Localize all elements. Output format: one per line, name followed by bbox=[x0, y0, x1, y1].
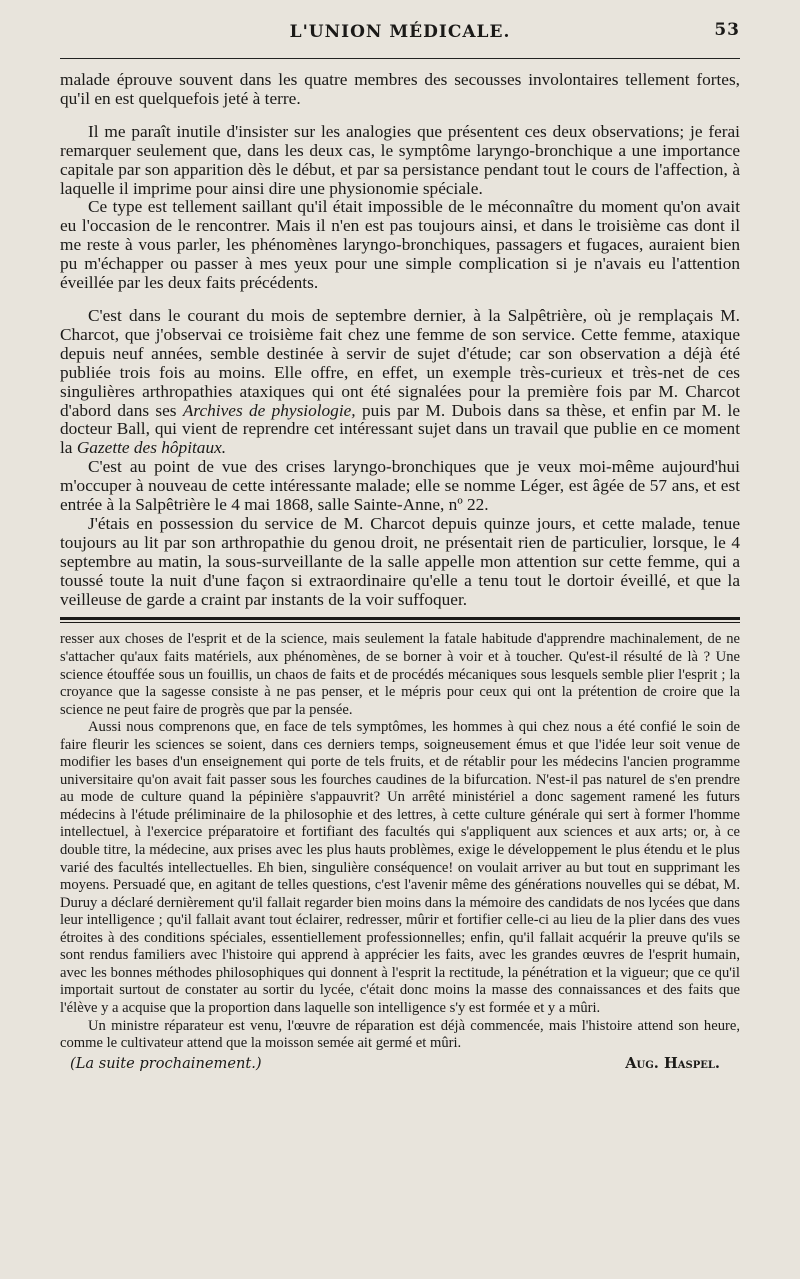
article-paragraph bbox=[60, 307, 740, 458]
paragraph-text: puis par M. Dubois dans sa thèse, et enfin par M. le docteur Ball, qui vient de reprendre cet intéressant sujet dans un travail que publie en ce moment la bbox=[60, 400, 741, 458]
paragraph-text: C'est dans le courant du mois de septembre dernier, à la Salpêtrière, où je remplaçais M. Charcot, que j'observai ce troisième fait chez une femme de son service. Cette femme, ataxique depuis neuf années, semble destinée à servir de sujet d'étude; car son observation a déjà été publiée trois fois au moins. Elle offre, en effet, un exemple très-curieux et très-net de ces singulières arthropathies ataxiques qui ont été signalées pour la première fois par M. Charcot d'abord dans ses bbox=[60, 305, 740, 420]
continuation-note: (La suite prochainement.) bbox=[70, 1054, 262, 1072]
article-paragraph: Il me paraît inutile d'insister sur les analogies que présentent ces deux observations; je ferai remarquer seulement que, dans les deux cas, le symptôme laryngo-bronchique a une importance capitale par son apparition dès le début, et par sa persistance pendant tout le cours de l'affection, à laquelle il imprime pour ainsi dire une physionomie spéciale. bbox=[60, 121, 740, 198]
header-rule bbox=[60, 58, 740, 59]
feuilleton-paragraph: Aussi nous comprenons que, en face de tels symptômes, les hommes à qui chez nous a été confié le soin de faire fleurir les sciences se soient, dans ces derniers temps, soigneusement émus et que l'idée leur soit venue de modifier les bases d'un enseignement qui porte de tels fruits, et de rétablir pour les médecins l'ancien programme universitaire qu'on avait fait passer sous les fourches caudines de la bifurcation. N'est-il pas naturel de s'en prendre au mode de culture quand la pépinière s'appauvrit? Un arrêté ministériel a donc sagement ramené les futurs médecins à l'étude préliminaire de la philosophie et des lettres, à cette culture générale qui sert à former l'homme intellectuel, à l'exercice préparatoire et fortifiant des facultés qui s'appliquent aux sciences et aux arts; or, à ce double titre, la médecine, aux prises avec les plus hauts problèmes, exige le développement le plus étendu et le plus varié des facultés intellectuelles. Eh bien, singulière conséquence! on voulait arriver au but tout en supprimant les moyens. Persuadé que, en agitant de telles questions, c'est l'avenir même des générations nouvelles qui se débat, M. Duruy a déclaré dernièrement qu'il fallait regarder bien moins dans la mémoire des candidats de nos lycées que dans leur intelligence ; qu'il fallait avant tout éclairer, redresser, mûrir et fortifier celle-ci au lieu de la plier dans des vues étroites à des conditions spéciales, essentiellement professionnelles; enfin, qu'il fallait acquérir la preuve qu'ils se sont rendus familiers avec l'histoire qui apprend à apprécier les faits, avec les grandes œuvres de l'esprit humain, avec les bonnes méthodes philosophiques qui donnent à l'esprit la rectitude, la pénétration et la vigueur; que ce qu'il importait surtout de constater au sortir du lycée, c'était donc moins la masse des connaissances et des faits que l'élève y a acquise que la proportion dans laquelle son intelligence s'y est formée et y a mûri. bbox=[60, 719, 740, 1016]
signature-line bbox=[60, 1055, 740, 1075]
feuilleton-paragraph: Un ministre réparateur est venu, l'œuvre de réparation est déjà commencée, mais l'histoire attend son heure, comme le cultivateur attend que la moisson semée ait germé et mûri. bbox=[60, 1017, 740, 1052]
publication-title: Gazette des hôpitaux. bbox=[76, 438, 227, 458]
feuilleton-paragraph: resser aux choses de l'esprit et de la science, mais seulement la fatale habitude d'apprendre machinalement, de ne s'attacher qu'aux faits matériels, aux phénomènes, de se borner à voir et à toucher. Qu'est-il résulté de là ? Une science étouffée sous un fouillis, un chaos de faits et de procédés mécaniques sous lesquels semble plier l'esprit ; la croyance que la sagesse consiste à ne pas penser, et le mépris pour ceux qui ont la prétention de croire que la science ne peut faire de progrès que par la pensée. bbox=[60, 631, 740, 718]
journal-title: L'UNION MÉDICALE. bbox=[289, 22, 511, 42]
running-head bbox=[60, 18, 740, 48]
publication-title: Archives de physiologie, bbox=[182, 400, 356, 420]
article-paragraph: J'étais en possession du service de M. Charcot depuis quinze jours, et cette malade, tenue toujours au lit par son arthropathie du genou droit, ne présentait rien de particulier, lorsque, le 4 septembre au matin, la sous-surveillante de la salle appelle mon attention sur cette femme, qui a toussé toute la nuit d'une façon si extraordinaire qu'elle a tenu tout le dortoir éveillé, et que la veilleuse de garde a craint par instants de la voir suffoquer. bbox=[60, 513, 740, 609]
page-number: 53 bbox=[714, 20, 740, 40]
article-paragraph: C'est au point de vue des crises laryngo-bronchiques que je veux moi-même aujourd'hui m'occuper à nouveau de cette intéressante malade; elle se nomme Léger, est âgée de 57 ans, et est entrée à la Salpêtrière le 4 mai 1868, salle Sainte-Anne, nº 22. bbox=[60, 457, 740, 515]
article-paragraph: malade éprouve souvent dans les quatre membres des secousses involontaires tellement fortes, qu'il en est quelquefois jeté à terre. bbox=[60, 70, 740, 108]
article-paragraph: Ce type est tellement saillant qu'il était impossible de le méconnaître du moment qu'on avait eu l'occasion de le rencontrer. Mais il n'en est pas toujours ainsi, et dans le troisième cas dont il me reste à vous parler, les phénomènes laryngo-bronchiques, passagers et fugaces, auraient bien pu m'échapper ou passer à mes yeux pour une simple complication si je n'avais eu l'attention éveillée par les deux faits précédents. bbox=[60, 197, 740, 293]
article-body bbox=[60, 71, 740, 609]
author-signature: Aug. Haspel. bbox=[625, 1054, 720, 1072]
feuilleton-body bbox=[60, 631, 740, 1052]
feuilleton-divider bbox=[60, 617, 740, 623]
